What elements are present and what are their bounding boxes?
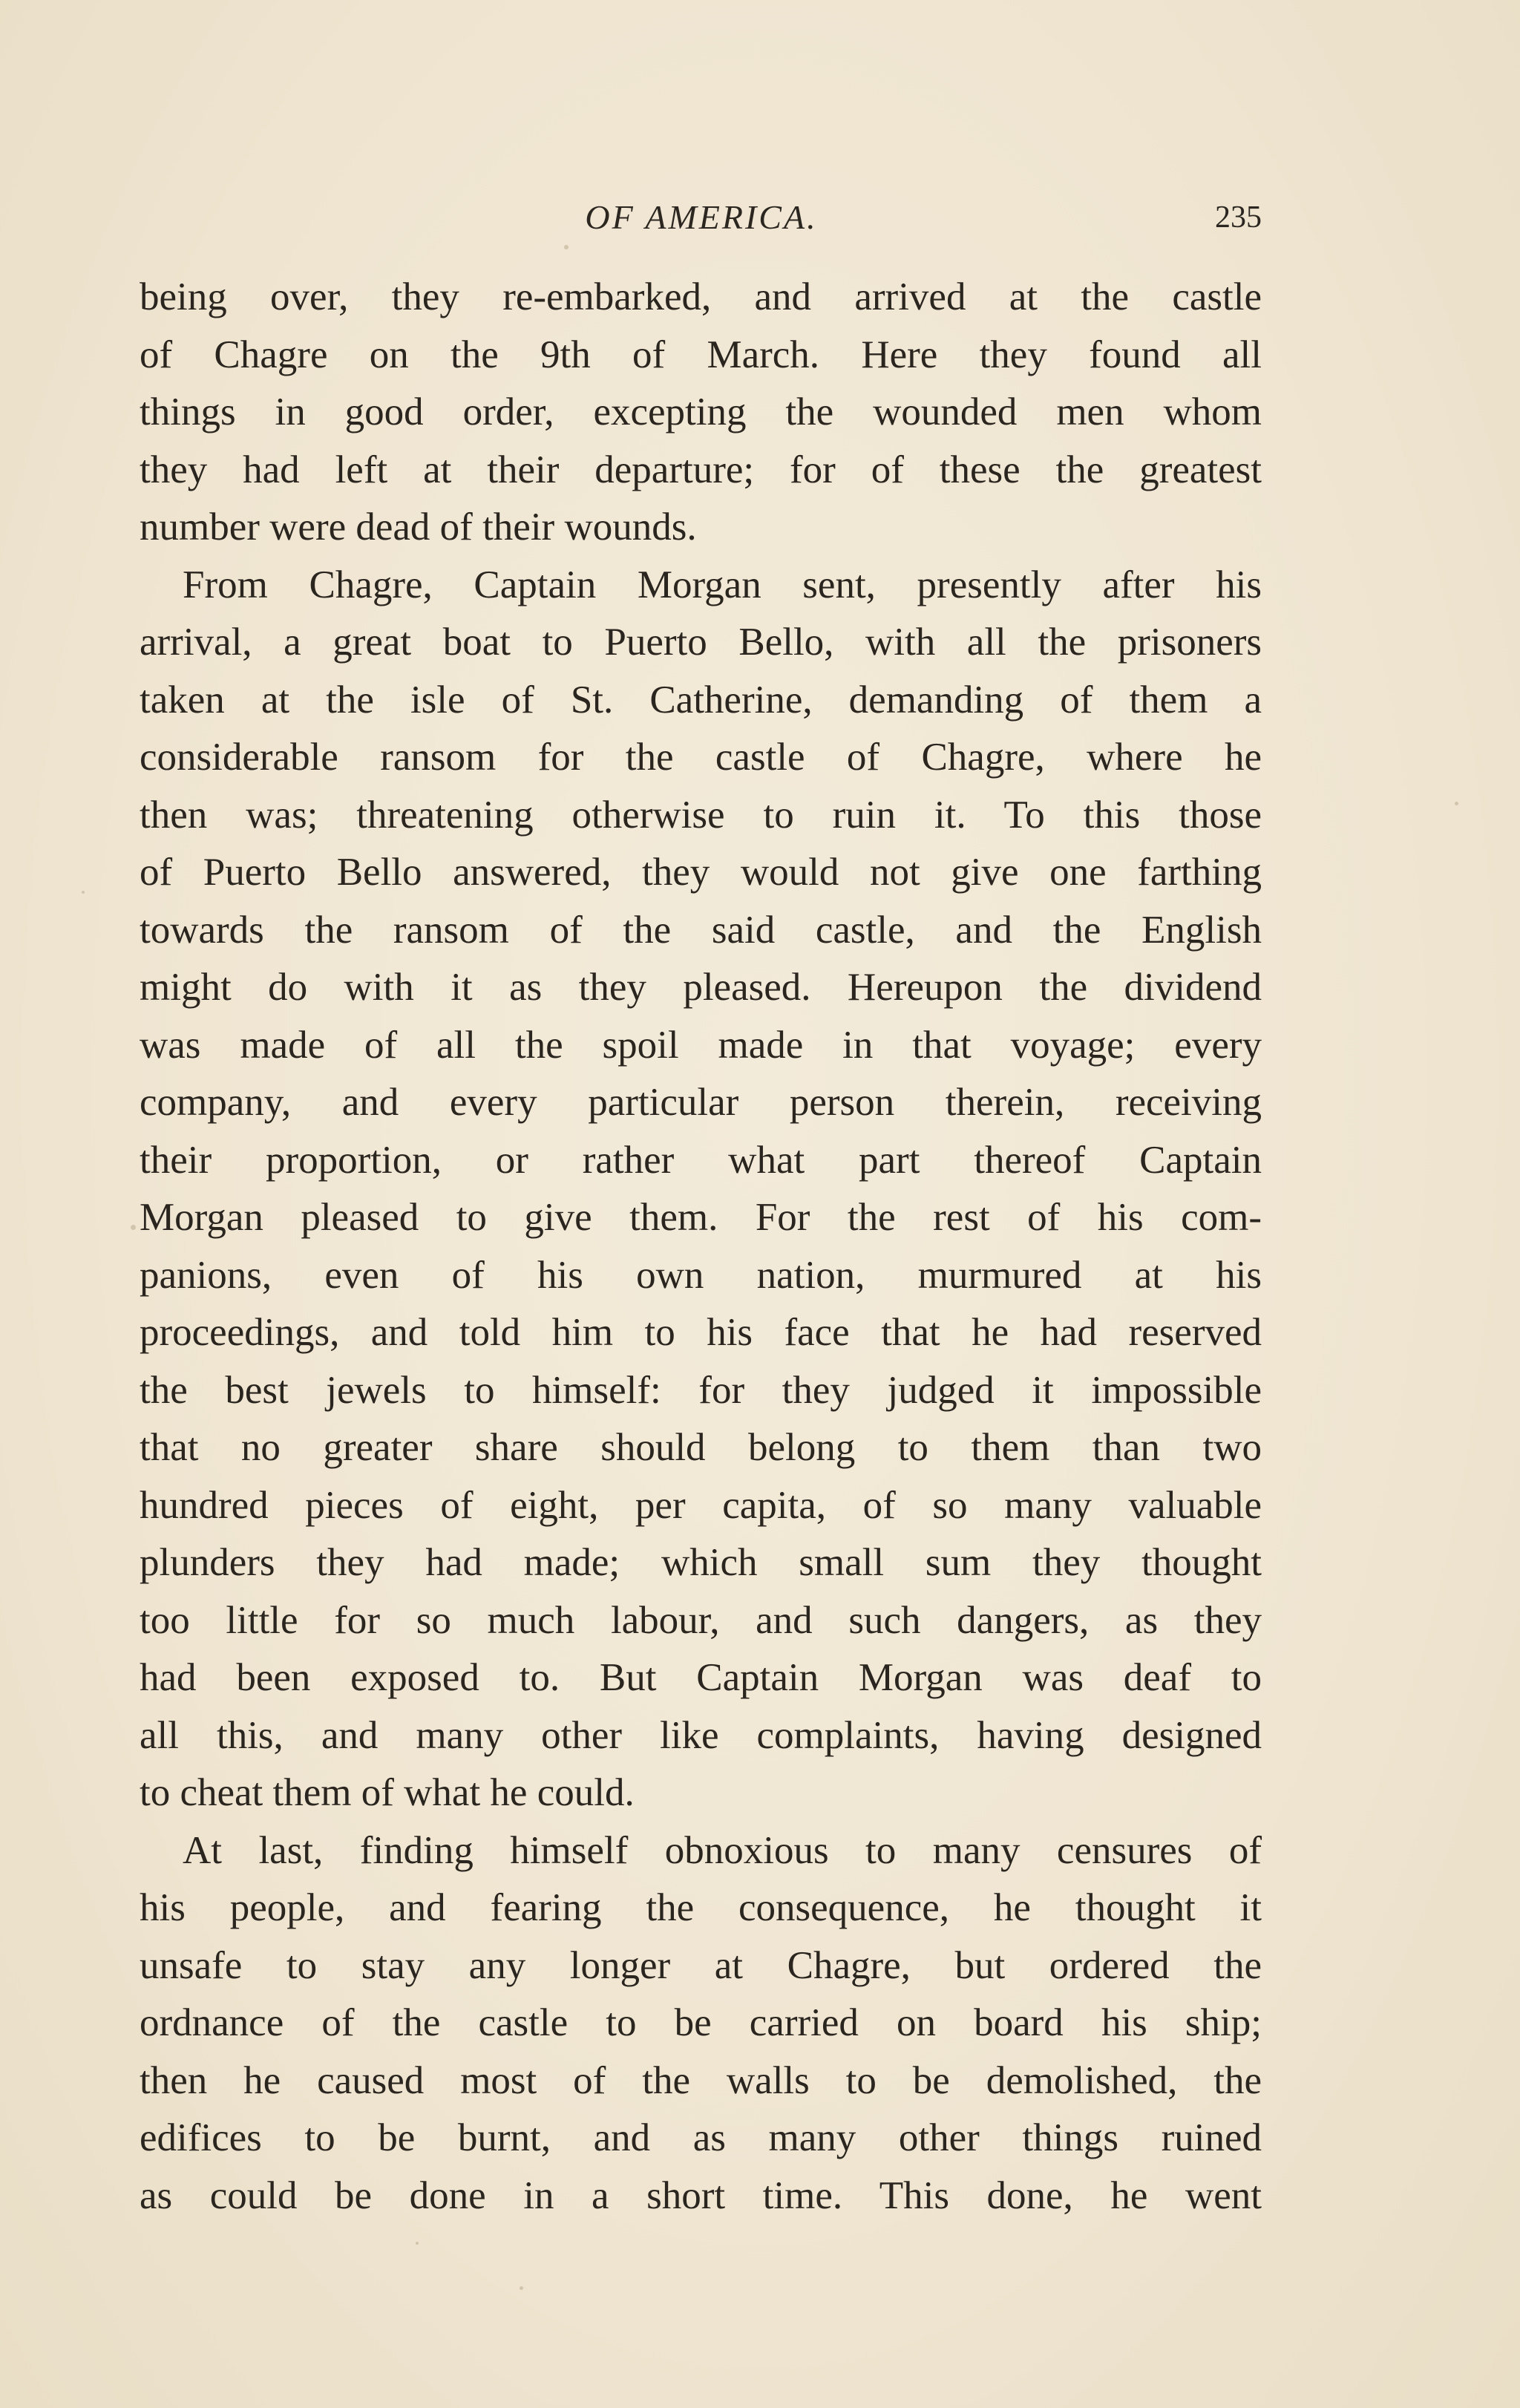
paragraph-1 [140, 269, 1262, 557]
running-title: OF AMERICA. [585, 198, 818, 236]
text-line: of Puerto Bello answered, they would not give one farthing [140, 851, 1262, 894]
text-line: might do with it as they pleased. Hereupon the dividend [140, 966, 1262, 1009]
text-line: hundred pieces of eight, per capita, of so many valuable [140, 1483, 1262, 1527]
text-line: From Chagre, Captain Morgan sent, presently after his [183, 563, 1262, 606]
text-line: then was; threatening otherwise to ruin it. To this those [140, 793, 1262, 837]
text-line: company, and every particular person therein, receiving [140, 1081, 1262, 1124]
text-line: the best jewels to himself: for they judged it impossible [140, 1368, 1262, 1412]
paragraph-3 [140, 1822, 1262, 2225]
text-line: that no greater share should belong to them than two [140, 1426, 1262, 1469]
text-line: they had left at their departure; for of these the greatest [140, 448, 1262, 491]
paper-speck [416, 2242, 419, 2245]
text-line: proceedings, and told him to his face that he had reserved [140, 1311, 1262, 1354]
paper-speck [1455, 802, 1458, 805]
text-line: edifices to be burnt, and as many other things ruined [140, 2116, 1262, 2159]
text-line: too little for so much labour, and such dangers, as they [140, 1598, 1262, 1642]
text-line: number were dead of their wounds. [140, 506, 697, 549]
text-line: arrival, a great boat to Puerto Bello, with all the prisoners [140, 621, 1262, 664]
text-line: things in good order, excepting the wounded men whom [140, 390, 1262, 433]
text-line: unsafe to stay any longer at Chagre, but ordered the [140, 1943, 1262, 1987]
text-line: taken at the isle of St. Catherine, demanding of them a [140, 678, 1262, 722]
text-line: Morgan pleased to give them. For the rest of his com- [140, 1196, 1262, 1239]
paper-speck [131, 1225, 136, 1230]
text-line: had been exposed to. But Captain Morgan was deaf to [140, 1656, 1262, 1699]
text-line: ordnance of the castle to be carried on board his ship; [140, 2001, 1262, 2044]
body-text [140, 269, 1262, 2225]
text-line: plunders they had made; which small sum they thought [140, 1541, 1262, 1584]
text-line: considerable ransom for the castle of Chagre, where he [140, 736, 1262, 779]
text-line: as could be done in a short time. This done, he went [140, 2173, 1262, 2217]
page-number: 235 [1215, 200, 1262, 235]
text-line: towards the ransom of the said castle, and the English [140, 908, 1262, 952]
text-line: At last, finding himself obnoxious to many censures of [183, 1828, 1262, 1872]
text-line: their proportion, or rather what part thereof Captain [140, 1138, 1262, 1182]
text-line: was made of all the spoil made in that voyage; every [140, 1023, 1262, 1067]
text-line: then he caused most of the walls to be demolished, the [140, 2058, 1262, 2102]
text-line: his people, and fearing the consequence, he thought it [140, 1886, 1262, 1929]
paper-speck [520, 2286, 523, 2290]
text-line: to cheat them of what he could. [140, 1771, 635, 1814]
text-line: panions, even of his own nation, murmured at his [140, 1253, 1262, 1297]
paper-speck [82, 891, 85, 894]
text-line: of Chagre on the 9th of March. Here they found all [140, 333, 1262, 376]
text-line: all this, and many other like complaints, having designed [140, 1713, 1262, 1757]
paragraph-2 [140, 557, 1262, 1822]
paper-speck [564, 245, 569, 249]
running-header [141, 192, 1262, 243]
text-line: being over, they re-embarked, and arrived at the castle [140, 275, 1262, 318]
